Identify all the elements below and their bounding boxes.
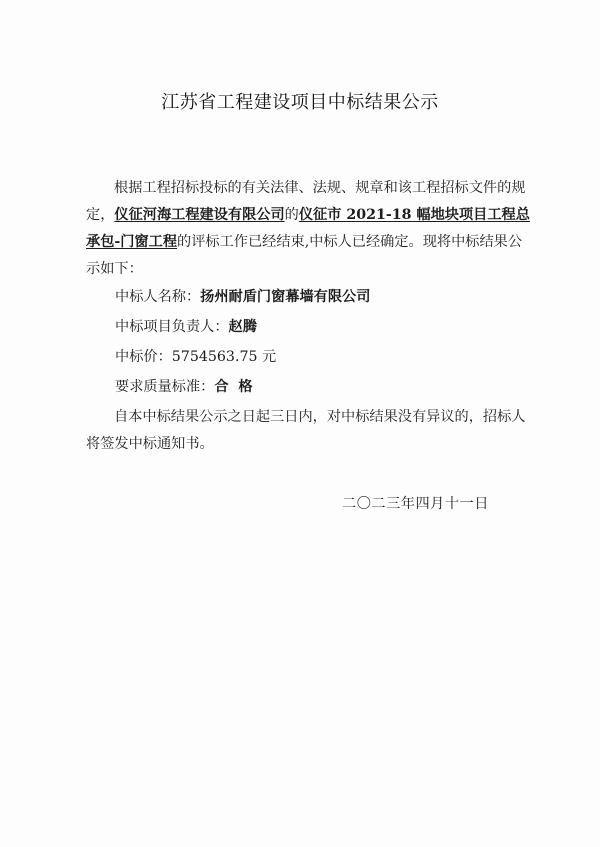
paragraph-connector: 的 <box>284 207 299 223</box>
document-date: 二〇二三年四月十一日 <box>342 496 489 512</box>
manager-value: 赵腾 <box>228 319 257 335</box>
manager-label: 中标项目负责人： <box>115 319 229 335</box>
announcement-paragraph <box>86 175 536 283</box>
price-value: 5754563.75 元 <box>171 349 277 365</box>
price-label: 中标价： <box>115 349 172 365</box>
project-name: 仪征市 2021-18 幅地块项目工程总承包-门窗工程 <box>86 207 530 250</box>
tenderer-name: 仪征河海工程建设有限公司 <box>114 207 285 223</box>
objection-paragraph: 自本中标结果公示之日起三日内，对中标结果没有异议的，招标人将签发中标通知书。 <box>86 409 526 452</box>
winner-value: 扬州耐盾门窗幕墙有限公司 <box>200 289 371 305</box>
quality-label: 要求质量标准： <box>115 379 215 395</box>
manager-row <box>115 314 257 341</box>
paragraph-closing: 的评标工作已经结束,中标人已经确定。现将中标结果公示如下： <box>86 234 523 277</box>
quality-value: 合 格 <box>214 379 253 395</box>
document-title: 江苏省工程建设项目中标结果公示 <box>161 92 439 113</box>
paragraph-intro: 根据工程招标投标的有关法律、法规、规章和该工程招标文件的规定， <box>86 180 526 223</box>
price-row <box>115 344 276 371</box>
winner-label: 中标人名称： <box>115 289 201 305</box>
quality-row <box>115 374 253 401</box>
winner-row <box>115 284 370 311</box>
